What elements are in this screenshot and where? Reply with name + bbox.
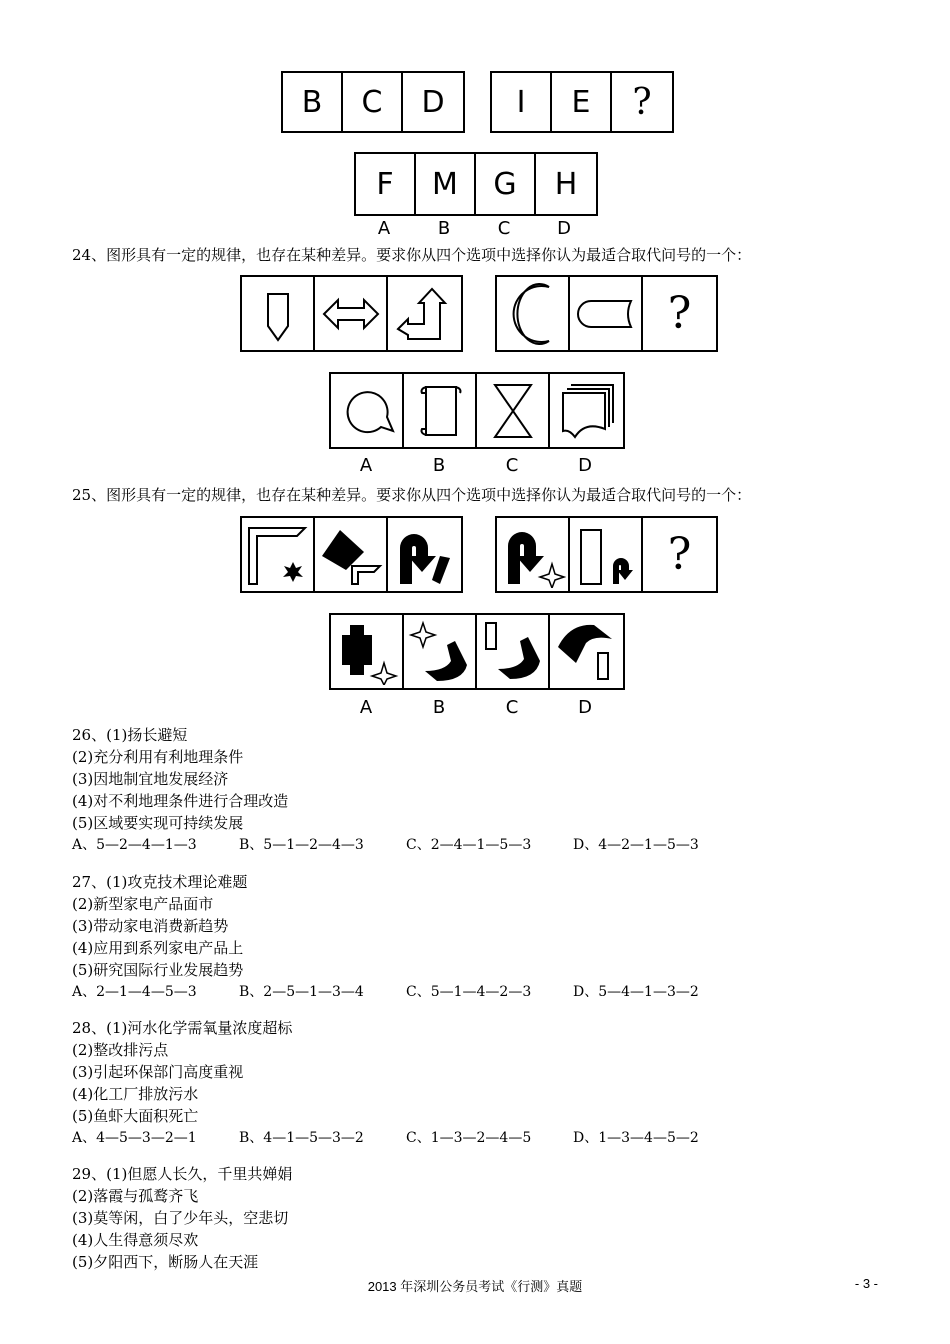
q28-line: 28、(1)河水化学需氧量浓度超标 xyxy=(72,1019,293,1037)
q28-option-a: A、4—5—3—2—1 xyxy=(72,1130,197,1146)
q23-option-cell: M xyxy=(416,154,476,214)
q24-option-d-figure xyxy=(550,374,623,447)
q26-option-a: A、5—2—4—1—3 xyxy=(72,837,197,853)
q23-label-b: B xyxy=(437,218,451,239)
q27-option-a: A、2—1—4—5—3 xyxy=(72,984,197,1000)
q25-rect-arch-figure xyxy=(570,518,643,591)
q26-line: (3)因地制宜地发展经济 xyxy=(72,770,229,788)
q28-option-d: D、1—3—4—5—2 xyxy=(573,1130,699,1146)
q27-line: (2)新型家电产品面市 xyxy=(72,895,214,913)
q23-row2-cell: ? xyxy=(632,81,652,123)
q23-option-cell: G xyxy=(476,154,536,214)
q24-row2 xyxy=(495,275,718,352)
q24-corner-arrow-figure xyxy=(388,277,461,350)
q25-row1 xyxy=(240,516,463,593)
q24-shield-figure xyxy=(242,277,315,350)
q23-options xyxy=(354,152,598,216)
q23-label-d: D xyxy=(557,218,571,239)
page-number: - 3 - xyxy=(854,1276,878,1291)
q27-line: (5)研究国际行业发展趋势 xyxy=(72,961,244,979)
q27-line: 27、(1)攻克技术理论难题 xyxy=(72,873,248,891)
q23-row2-cell: I xyxy=(492,73,552,131)
q23-row1-cell: B xyxy=(283,73,343,131)
q24-options xyxy=(329,372,625,449)
q25-options xyxy=(329,613,625,690)
q26-line: (2)充分利用有利地理条件 xyxy=(72,748,244,766)
q24-crescent-figure xyxy=(497,277,570,350)
q29-line: (3)莫等闲，白了少年头，空悲切 xyxy=(72,1209,289,1227)
q25-option-c-figure xyxy=(477,615,550,688)
q28-line: (3)引起环保部门高度重视 xyxy=(72,1063,244,1081)
q25-label-c: C xyxy=(505,697,519,718)
q25-label-a: A xyxy=(359,697,373,718)
q24-label-b: B xyxy=(432,455,446,476)
q24-double-arrow-figure xyxy=(315,277,388,350)
q25-label-d: D xyxy=(578,697,592,718)
q25-question-mark: ? xyxy=(667,529,692,580)
q25-option-b-figure xyxy=(404,615,477,688)
page-footer-title: 2013 年深圳公务员考试《行测》真题 xyxy=(367,1279,583,1294)
q24-label-c: C xyxy=(505,455,519,476)
q27-line: (4)应用到系列家电产品上 xyxy=(72,939,244,957)
q28-option-c: C、1—3—2—4—5 xyxy=(406,1130,532,1146)
q25-pentagon-corner-figure xyxy=(315,518,388,591)
q29-line: (5)夕阳西下，断肠人在天涯 xyxy=(72,1253,259,1271)
q26-option-c: C、2—4—1—5—3 xyxy=(406,837,532,853)
q25-option-a-figure xyxy=(331,615,404,688)
q26-option-b: B、5—1—2—4—3 xyxy=(239,837,364,853)
q24-question-mark: ? xyxy=(667,288,692,339)
q24-row1 xyxy=(240,275,463,352)
q23-option-cell: H xyxy=(554,166,578,202)
q28-line: (4)化工厂排放污水 xyxy=(72,1085,199,1103)
q28-option-b: B、4—1—5—3—2 xyxy=(239,1130,364,1146)
q25-option-d-figure xyxy=(550,615,623,688)
q27-option-d: D、5—4—1—3—2 xyxy=(573,984,699,1000)
q24-tube-figure xyxy=(570,277,643,350)
q25-question-text: 25、图形具有一定的规律，也存在某种差异。要求你从四个选项中选择你认为最适合取代问号的一个： xyxy=(72,486,752,504)
q23-row1-cell: C xyxy=(343,73,403,131)
q24-label-a: A xyxy=(359,455,373,476)
q26-line: (5)区域要实现可持续发展 xyxy=(72,814,244,832)
q29-line: 29、(1)但愿人长久，千里共婵娟 xyxy=(72,1165,293,1183)
q29-line: (4)人生得意须尽欢 xyxy=(72,1231,199,1249)
q23-row2 xyxy=(490,71,674,133)
q23-label-c: C xyxy=(497,218,511,239)
q25-arch-arrow-figure xyxy=(388,518,461,591)
q23-option-cell: F xyxy=(356,154,416,214)
q25-label-b: B xyxy=(432,697,446,718)
q25-row2 xyxy=(495,516,718,593)
q24-option-a-figure xyxy=(331,374,404,447)
q27-option-b: B、2—5—1—3—4 xyxy=(239,984,364,1000)
q26-options xyxy=(72,834,699,854)
q28-line: (5)鱼虾大面积死亡 xyxy=(72,1107,199,1125)
q24-question-text: 24、图形具有一定的规律，也存在某种差异。要求你从四个选项中选择你认为最适合取代问号的一个： xyxy=(72,246,752,264)
q26-line: (4)对不利地理条件进行合理改造 xyxy=(72,792,289,810)
q25-corner-star-figure xyxy=(242,518,315,591)
q28-line: (2)整改排污点 xyxy=(72,1041,169,1059)
q24-option-c-figure xyxy=(477,374,550,447)
q23-row2-cell: E xyxy=(552,73,612,131)
q28-options xyxy=(72,1127,699,1147)
q25-arch-star-figure xyxy=(497,518,570,591)
q23-row1-cell: D xyxy=(421,84,445,120)
q27-options xyxy=(72,981,699,1001)
q23-label-a: A xyxy=(377,218,391,239)
q27-line: (3)带动家电消费新趋势 xyxy=(72,917,229,935)
q29-line: (2)落霞与孤鹜齐飞 xyxy=(72,1187,199,1205)
q27-option-c: C、5—1—4—2—3 xyxy=(406,984,532,1000)
q26-line: 26、(1)扬长避短 xyxy=(72,726,188,744)
q24-option-b-figure xyxy=(404,374,477,447)
q24-label-d: D xyxy=(578,455,592,476)
q26-option-d: D、4—2—1—5—3 xyxy=(573,837,699,853)
q23-row1 xyxy=(281,71,465,133)
